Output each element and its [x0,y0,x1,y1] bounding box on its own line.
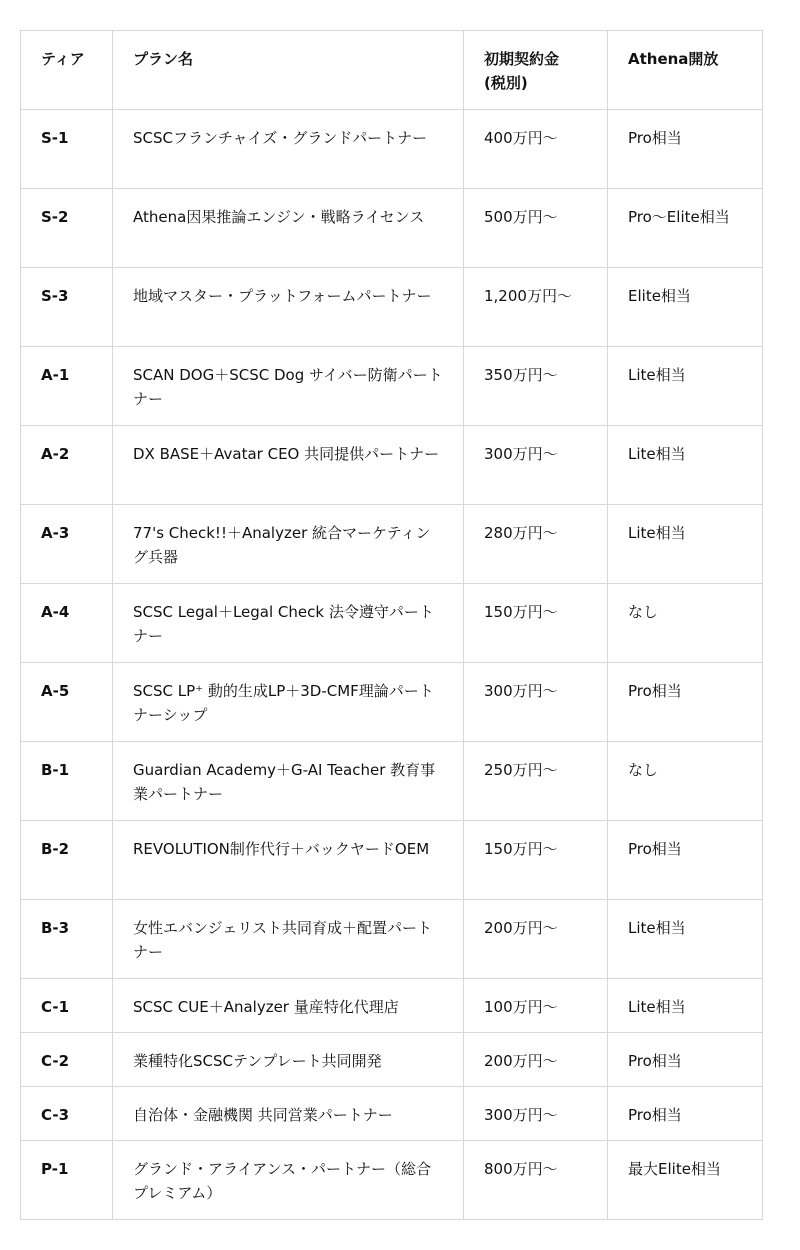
header-tier: ティア [21,31,113,110]
cell-athena: なし [608,584,763,663]
cell-athena: Pro〜Elite相当 [608,189,763,268]
cell-tier: C-2 [21,1033,113,1087]
cell-tier: A-3 [21,505,113,584]
table-row [21,1141,763,1220]
cell-initial-fee: 300万円〜 [464,663,608,742]
table-row [21,742,763,821]
cell-tier: P-1 [21,1141,113,1220]
cell-athena: Pro相当 [608,663,763,742]
table-row [21,110,763,189]
cell-tier: S-1 [21,110,113,189]
cell-plan-name: Guardian Academy＋G-AI Teacher 教育事業パートナー [113,742,464,821]
cell-athena: Pro相当 [608,110,763,189]
cell-plan-name: SCAN DOG＋SCSC Dog サイバー防衛パートナー [113,347,464,426]
cell-initial-fee: 1,200万円〜 [464,268,608,347]
cell-plan-name: 自治体・金融機関 共同営業パートナー [113,1087,464,1141]
cell-tier: S-3 [21,268,113,347]
cell-initial-fee: 250万円〜 [464,742,608,821]
header-initial-fee-label: 初期契約金 (税別) [484,50,560,92]
table-header-row [21,31,763,110]
table-row [21,505,763,584]
header-athena: Athena開放 [608,31,763,110]
cell-athena: Lite相当 [608,426,763,505]
cell-athena: Lite相当 [608,900,763,979]
table-row [21,584,763,663]
table-row [21,347,763,426]
cell-initial-fee: 200万円〜 [464,1033,608,1087]
cell-plan-name: グランド・アライアンス・パートナー（総合プレミアム） [113,1141,464,1220]
cell-plan-name: 77's Check!!＋Analyzer 統合マーケティング兵器 [113,505,464,584]
cell-initial-fee: 800万円〜 [464,1141,608,1220]
cell-initial-fee: 400万円〜 [464,110,608,189]
table-row [21,900,763,979]
cell-plan-name: SCSC CUE＋Analyzer 量産特化代理店 [113,979,464,1033]
cell-athena: なし [608,742,763,821]
cell-initial-fee: 200万円〜 [464,900,608,979]
table-row [21,189,763,268]
plan-table-container [20,30,762,1220]
cell-tier: A-5 [21,663,113,742]
table-body [21,110,763,1220]
cell-athena: 最大Elite相当 [608,1141,763,1220]
cell-athena: Lite相当 [608,979,763,1033]
cell-plan-name: SCSC LP⁺ 動的生成LP＋3D-CMF理論パートナーシップ [113,663,464,742]
table-row [21,1087,763,1141]
plan-table [20,30,763,1220]
cell-initial-fee: 300万円〜 [464,1087,608,1141]
header-initial-fee [464,31,608,110]
cell-plan-name: 女性エバンジェリスト共同育成＋配置パートナー [113,900,464,979]
cell-plan-name: 業種特化SCSCテンプレート共同開発 [113,1033,464,1087]
cell-tier: B-3 [21,900,113,979]
cell-tier: C-3 [21,1087,113,1141]
cell-plan-name: Athena因果推論エンジン・戦略ライセンス [113,189,464,268]
cell-athena: Elite相当 [608,268,763,347]
cell-athena: Pro相当 [608,1033,763,1087]
table-row [21,979,763,1033]
cell-athena: Lite相当 [608,347,763,426]
cell-initial-fee: 280万円〜 [464,505,608,584]
table-row [21,821,763,900]
cell-initial-fee: 150万円〜 [464,584,608,663]
cell-tier: S-2 [21,189,113,268]
cell-initial-fee: 300万円〜 [464,426,608,505]
cell-tier: A-4 [21,584,113,663]
cell-plan-name: 地域マスター・プラットフォームパートナー [113,268,464,347]
cell-tier: A-2 [21,426,113,505]
table-row [21,1033,763,1087]
cell-athena: Lite相当 [608,505,763,584]
cell-plan-name: DX BASE＋Avatar CEO 共同提供パートナー [113,426,464,505]
cell-plan-name: SCSC Legal＋Legal Check 法令遵守パートナー [113,584,464,663]
cell-initial-fee: 150万円〜 [464,821,608,900]
cell-tier: B-2 [21,821,113,900]
cell-initial-fee: 100万円〜 [464,979,608,1033]
cell-athena: Pro相当 [608,1087,763,1141]
cell-tier: A-1 [21,347,113,426]
table-row [21,663,763,742]
cell-tier: C-1 [21,979,113,1033]
cell-plan-name: REVOLUTION制作代行＋バックヤードOEM [113,821,464,900]
table-row [21,268,763,347]
cell-tier: B-1 [21,742,113,821]
cell-initial-fee: 500万円〜 [464,189,608,268]
cell-initial-fee: 350万円〜 [464,347,608,426]
cell-plan-name: SCSCフランチャイズ・グランドパートナー [113,110,464,189]
table-row [21,426,763,505]
cell-athena: Pro相当 [608,821,763,900]
header-plan-name: プラン名 [113,31,464,110]
